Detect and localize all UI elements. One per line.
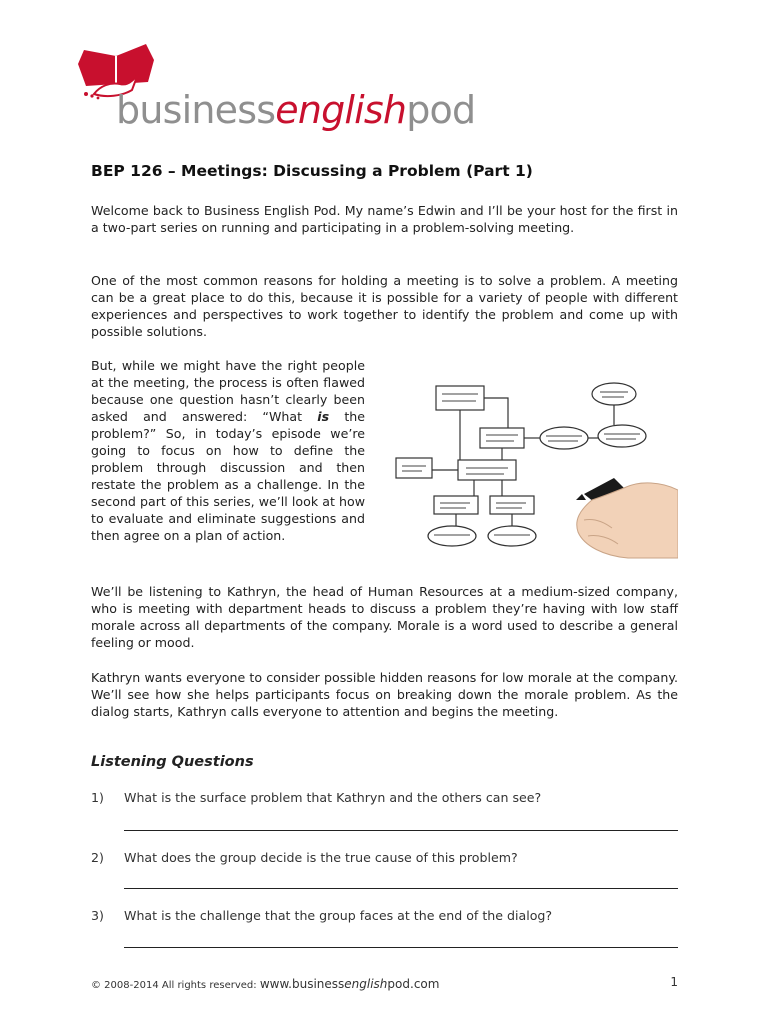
question-text: What does the group decide is the true cause of this problem? [124, 850, 518, 865]
answer-line-1 [124, 830, 678, 831]
question-text: What is the challenge that the group faces at the end of the dialog? [124, 908, 553, 923]
question-number: 2) [91, 850, 104, 865]
logo-text-pod: pod [406, 88, 476, 132]
brand-logo [76, 42, 516, 138]
logo-text-business: business [116, 88, 276, 132]
page-number: 1 [670, 975, 678, 989]
footer-url-part-2: english [344, 977, 388, 991]
answer-line-3 [124, 947, 678, 948]
page-footer [91, 975, 678, 991]
logo-wordmark [116, 88, 475, 132]
intro-paragraph-2: One of the most common reasons for holding a meeting is to solve a problem. A meeting can be a great place to do this, because it is possible for a variety of people with different experiences and perspectives to work together to identify the problem and come up with possible solutions. [91, 273, 678, 339]
flowchart-hand-illustration [378, 370, 678, 566]
p3-emphasis: is [317, 409, 330, 424]
intro-paragraph-4: We’ll be listening to Kathryn, the head of Human Resources at a medium-sized company, who is meeting with department heads to discuss a problem they’re having with low staff morale across all departments of the company. Morale is a word used to describe a general feeling or mood. [91, 584, 678, 650]
question-number: 1) [91, 790, 104, 805]
p3-text-before: But, while we might have the right people at the meeting, the process is often flawed because one question hasn’t clearly been asked and answered: “What [91, 358, 365, 424]
footer-url[interactable] [260, 977, 440, 991]
footer-copyright [91, 977, 439, 991]
logo-text-english: english [275, 88, 407, 132]
intro-paragraph-5: Kathryn wants everyone to consider possible hidden reasons for low morale at the company. We’ll see how she helps participants focus on breaking down the morale problem. As the dialog starts, Kathryn calls everyone to attention and begins the meeting. [91, 670, 678, 719]
footer-url-part-3: pod.com [387, 977, 440, 991]
answer-line-2 [124, 888, 678, 889]
page-title: BEP 126 – Meetings: Discussing a Problem (Part 1) [91, 162, 533, 180]
p3-text-after: the problem?” So, in today’s episode we’re going to focus on how to define the problem through discussion and then restate the problem as a challenge. In the second part of this series, we’ll look at how to evaluate and eliminate suggestions and then agree on a plan of action. [91, 409, 366, 543]
intro-paragraph-1: Welcome back to Business English Pod. My name’s Edwin and I’ll be your host for the first in a two-part series on running and participating in a problem-solving meeting. [91, 203, 678, 235]
intro-paragraph-3 [91, 357, 365, 544]
footer-url-part-1: www.business [259, 977, 345, 991]
question-text: What is the surface problem that Kathryn and the others can see? [124, 790, 542, 805]
question-number: 3) [91, 908, 104, 923]
copyright-text: © 2008-2014 All rights reserved: [91, 980, 260, 991]
listening-questions-heading: Listening Questions [91, 754, 254, 770]
